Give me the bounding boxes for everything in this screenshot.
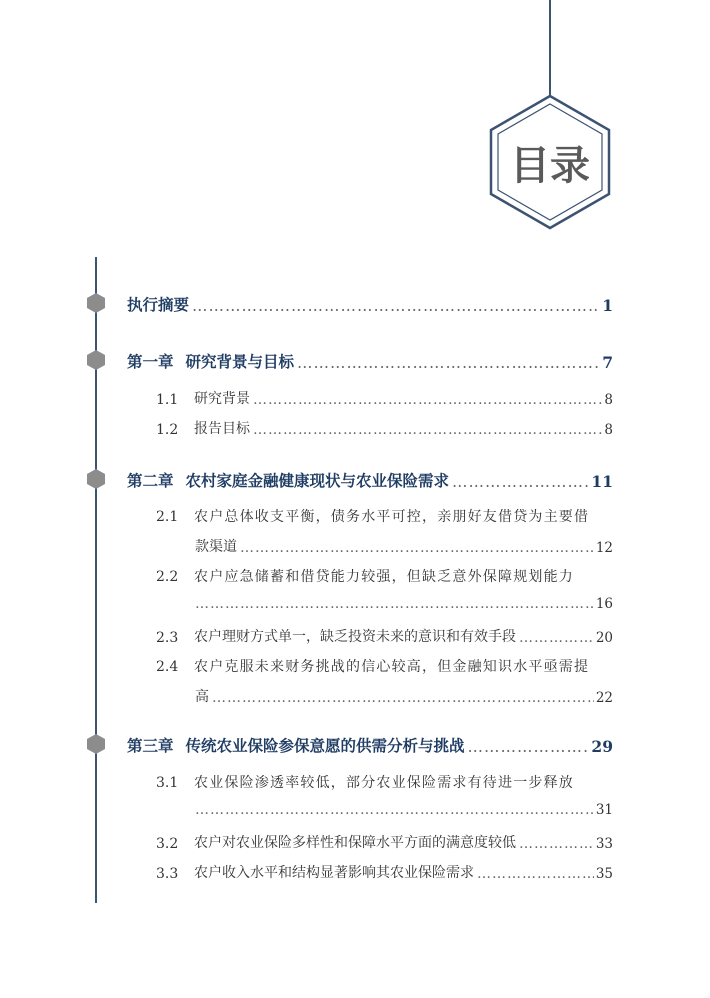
dot-leader (195, 596, 594, 612)
toc-entry-2-1-line1[interactable] (156, 506, 589, 526)
section-number: 2.3 (156, 630, 179, 646)
section-number: 3.3 (156, 866, 179, 882)
section-number: 2.1 (156, 509, 179, 525)
toc-entry-2-4-line1[interactable] (156, 656, 589, 676)
chapter-label: 第二章 (127, 471, 174, 490)
toc-entry-1-1[interactable] (156, 388, 613, 408)
dot-leader (195, 802, 594, 818)
toc-entry-1-2[interactable] (156, 418, 613, 438)
toc-page-number: 20 (595, 630, 613, 646)
dot-leader (297, 354, 600, 372)
toc-page-number: 29 (591, 737, 613, 756)
toc-title: 农户收入水平和结构显著影响其农业保险需求 (194, 865, 474, 881)
toc-page-number: 11 (591, 472, 613, 491)
toc-page-number: 22 (595, 690, 613, 706)
toc-title: 执行摘要 (127, 295, 190, 314)
toc-entry-3-2[interactable] (156, 832, 613, 852)
toc-entry-2-3[interactable] (156, 626, 613, 646)
toc-title: 农户理财方式单一，缺乏投资未来的意识和有效手段 (194, 629, 516, 645)
hexagon-bullet-icon (87, 350, 105, 370)
toc-entry-3-1-line1[interactable] (156, 772, 574, 792)
toc-title: 农户应急储蓄和借贷能力较强，但缺乏意外保障规划能力 (194, 569, 574, 585)
dot-leader (477, 866, 594, 882)
toc-page-number: 8 (604, 392, 613, 408)
dot-leader (212, 690, 594, 706)
toc-title: 农村家庭金融健康现状与农业保险需求 (185, 471, 450, 490)
hexagon-bullet-icon (87, 734, 105, 754)
dot-leader (253, 392, 602, 408)
toc-title: 研究背景与目标 (185, 352, 295, 371)
dot-leader (192, 297, 600, 315)
section-number: 2.2 (156, 569, 179, 585)
title-hexagon (488, 94, 612, 230)
toc-page-number: 1 (602, 296, 613, 315)
toc-page-number: 12 (595, 540, 613, 556)
toc-entry-2-2-line2[interactable] (195, 596, 613, 612)
toc-title: 农户克服未来财务挑战的信心较高，但金融知识水平亟需提 (194, 659, 590, 675)
toc-title: 研究背景 (194, 391, 250, 407)
dot-leader (519, 630, 594, 646)
toc-title-continued: 高 (195, 689, 209, 705)
hexagon-bullet-icon (87, 293, 105, 313)
toc-entry-chapter-3[interactable] (127, 734, 613, 756)
section-number: 1.1 (156, 392, 179, 408)
toc-page-number: 8 (604, 422, 613, 438)
toc-title: 传统农业保险参保意愿的供需分析与挑战 (185, 736, 465, 755)
chapter-label: 第三章 (127, 736, 174, 755)
toc-entry-chapter-2[interactable] (127, 469, 613, 491)
toc-page-number: 16 (595, 596, 613, 612)
toc-entry-2-1-line2[interactable] (195, 536, 613, 556)
toc-title: 报告目标 (194, 421, 250, 437)
dot-leader (468, 738, 590, 756)
chapter-label: 第一章 (127, 352, 174, 371)
toc-page-number: 33 (595, 836, 613, 852)
toc-entry-exec-summary[interactable] (127, 293, 613, 315)
section-number: 2.4 (156, 659, 179, 675)
toc-entry-chapter-1[interactable] (127, 350, 613, 372)
toc-entry-3-3[interactable] (156, 862, 613, 882)
toc-entry-2-2-line1[interactable] (156, 566, 574, 586)
hanging-line (549, 0, 551, 96)
toc-entry-2-4-line2[interactable] (195, 686, 613, 706)
toc-entry-3-1-line2[interactable] (195, 802, 613, 818)
section-number: 3.1 (156, 775, 179, 791)
toc-title-continued: 款渠道 (195, 539, 237, 555)
toc-title: 农户对农业保险多样性和保障水平方面的满意度较低 (194, 835, 516, 851)
dot-leader (253, 422, 602, 438)
dot-leader (240, 540, 594, 556)
page-title: 目录 (510, 142, 590, 189)
toc-page-number: 7 (602, 353, 613, 372)
toc-page-number: 31 (595, 802, 613, 818)
section-number: 3.2 (156, 836, 179, 852)
section-number: 1.2 (156, 422, 179, 438)
toc-title: 农户总体收支平衡，债务水平可控，亲朋好友借贷为主要借 (194, 509, 590, 525)
dot-leader (452, 473, 589, 491)
toc-title: 农业保险渗透率较低，部分农业保险需求有待进一步释放 (194, 775, 574, 791)
toc-page-number: 35 (595, 866, 613, 882)
hexagon-bullet-icon (87, 469, 105, 489)
dot-leader (519, 836, 594, 852)
